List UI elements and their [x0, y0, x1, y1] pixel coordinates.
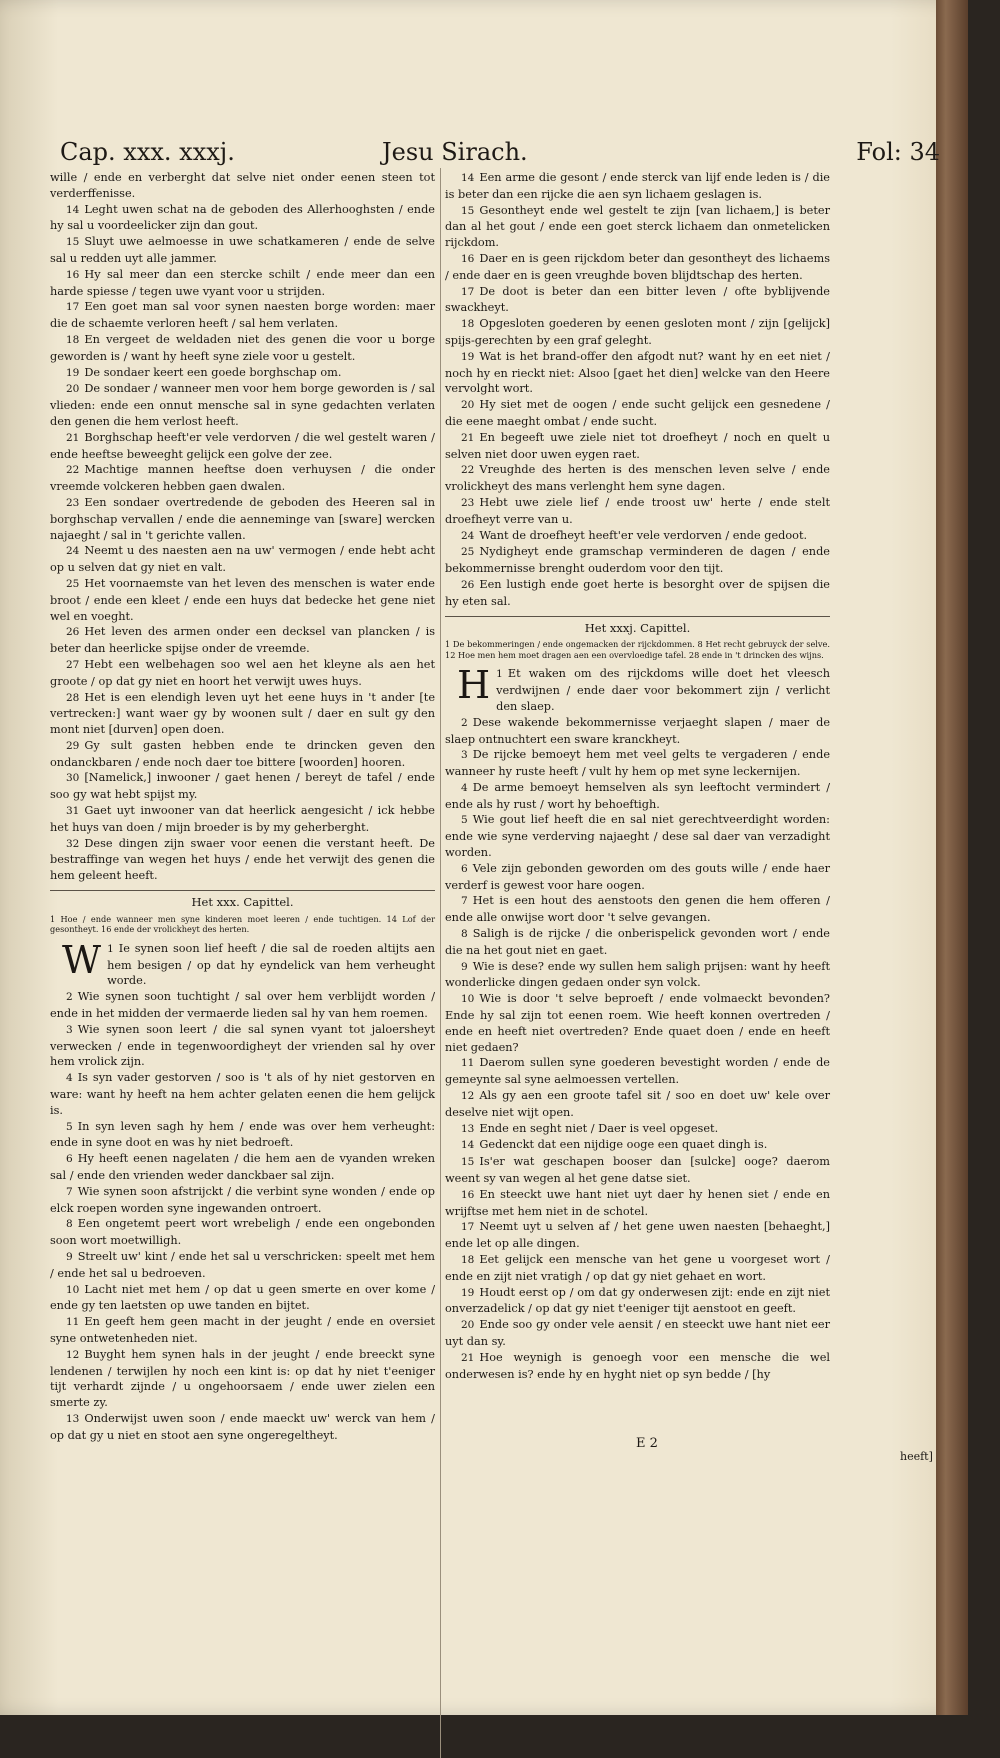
verse	[445, 397, 830, 430]
verse-text: Hebt uwe ziele lief / ende troost uw' herte / ende stelt droefheyt verre van u.	[445, 495, 830, 526]
verse-text: Is'er wat geschapen booser dan [sulcke] ooge? daerom weent sy van wegen al het gene datse siet.	[445, 1155, 830, 1186]
left-column	[50, 170, 435, 1444]
verse	[445, 1285, 830, 1318]
verse	[50, 1282, 435, 1315]
verse-number: 21	[66, 431, 80, 444]
verse	[445, 1317, 830, 1350]
verse-number: 19	[461, 350, 475, 363]
verse-number: 1	[107, 942, 114, 955]
verse-number: 11	[66, 1316, 80, 1329]
verse	[445, 495, 830, 528]
verse-text: Streelt uw' kint / ende het sal u verschricken: speelt met hem / ende het sal u bedroeven.	[50, 1250, 435, 1280]
verse-number: 13	[461, 1122, 475, 1135]
verse-text: Leght uwen schat na de geboden des Allerhooghsten / ende hy sal u voordeelicker zijn dan gout.	[50, 202, 435, 233]
verse	[50, 495, 435, 543]
verse-text: Wie synen soon afstrijckt / die verbint syne wonden / ende op elck roepen worden syne ingewanden ontroert.	[50, 1184, 435, 1215]
verse-number: 19	[461, 1286, 475, 1299]
running-header	[60, 138, 940, 170]
verse-text: Daer en is geen rijckdom beter dan gesontheyt des lichaems / ende daer en is geen vreughde boven blijdtschap des herten.	[445, 251, 830, 282]
verse	[445, 349, 830, 397]
verse	[50, 430, 435, 463]
verse-number: 30	[66, 772, 80, 785]
verse-number: 13	[66, 1412, 80, 1425]
verse-number: 19	[66, 366, 80, 379]
verse-text: Onderwijst uwen soon / ende maeckt uw' werck van hem / op dat gy u niet en stoot aen syne ongeregeltheyt.	[50, 1411, 435, 1442]
verse-number: 15	[66, 236, 80, 249]
verse-text: Is syn vader gestorven / soo is 't als of hy niet gestorven en ware: want hy heeft na hem achter gelaten eenen die hem gelijck is.	[50, 1071, 435, 1117]
chapter-summary: 1 Hoe / ende wanneer men syne kinderen moet leeren / ende tuchtigen. 14 Lof der gesontheyt. 16 ende der vrolickheyt des herten.	[50, 913, 435, 935]
verse-number: 4	[66, 1072, 73, 1085]
verse-number: 4	[461, 781, 468, 794]
verse-text: Wat is het brand-offer den afgodt nut? want hy en eet niet / noch hy en rieckt niet: Alsoo [gaet het dien] welcke van den Heere vervolght wort.	[445, 349, 830, 396]
verse	[445, 544, 830, 577]
verse	[445, 1121, 830, 1138]
verse-number: 12	[461, 1090, 475, 1103]
verse-number: 10	[66, 1283, 80, 1296]
verse	[50, 1249, 435, 1282]
verse-text: Houdt eerst op / om dat gy onderwesen zijt: ende en zijt niet onverzadelick / op dat gy niet t'eeniger tijt aenstoot en geeft.	[445, 1285, 830, 1316]
verse-number: 6	[66, 1153, 73, 1166]
verse-text: De arme bemoeyt hemselven als syn leeftocht vermindert / ende als hy rust / wort hy behoeftigh.	[445, 780, 830, 811]
verse-text: Hy sal meer dan een stercke schilt / ende meer dan een harde spiesse / tegen uwe vyant voor u strijden.	[50, 267, 435, 298]
verse-text: Borghschap heeft'er vele verdorven / die wel gestelt waren / ende heeftse beweeght gelijck een golve der zee.	[50, 430, 435, 461]
chapter-rule	[50, 890, 435, 891]
verse-number: 3	[66, 1023, 73, 1036]
verse-text: Wie synen soon leert / die sal synen vyant tot jaloersheyt verwecken / ende in tegenwoordigheyt der vrienden sal hy over hem vrolick zijn.	[50, 1022, 435, 1069]
verse-text: Het leven des armen onder een decksel van plancken / is beter dan heerlicke spijse onder de vreemde.	[50, 625, 435, 656]
verse	[50, 202, 435, 235]
verse	[50, 989, 435, 1022]
folio-number: Fol: 34	[856, 138, 940, 166]
verse-number: 20	[66, 383, 80, 396]
verse-text: De sondaer / wanneer men voor hem borge geworden is / sal vlieden: ende een onnut mensche sal in syne gedachten verlaten den genen die hem verlost heeft.	[50, 382, 435, 428]
verse	[445, 1088, 830, 1121]
verse-text: Neemt u des naesten aen na uw' vermogen / ende hebt acht op u selven dat gy niet en valt.	[50, 544, 435, 575]
verse	[445, 1350, 830, 1383]
verse-text: Gesontheyt ende wel gestelt te zijn [van lichaem,] is beter dan al het gout / ende een goet sterck lichaem dan onmetelicken rijckdom.	[445, 203, 830, 250]
verse	[50, 1216, 435, 1249]
verse	[445, 780, 830, 813]
verse-text: De rijcke bemoeyt hem met veel gelts te vergaderen / ende wanneer hy ruste heeft / vult hy hem op met syne leckernijen.	[445, 748, 830, 779]
chapter-reference: Cap. xxx. xxxj.	[60, 138, 235, 166]
verse-text: Gedenckt dat een nijdige ooge een quaet dingh is.	[479, 1138, 768, 1152]
verse-number: 15	[461, 204, 475, 217]
verse	[445, 528, 830, 545]
verse-number: 14	[66, 203, 80, 216]
verse	[50, 1151, 435, 1184]
verse-text: Machtige mannen heeftse doen verhuysen / die onder vreemde volckeren hebben gaen dwalen.	[50, 463, 435, 494]
verse-1	[50, 937, 435, 989]
verse	[50, 1119, 435, 1152]
verse	[50, 1184, 435, 1217]
verse-number: 21	[461, 1351, 475, 1364]
verse-number: 29	[66, 739, 80, 752]
verse	[445, 926, 830, 959]
verse	[50, 836, 435, 884]
verse	[50, 234, 435, 267]
verse-text: Een goet man sal voor synen naesten borge worden: maer die de schaemte verloren heeft / sal hem verlaten.	[50, 300, 435, 331]
verse	[50, 657, 435, 690]
drop-cap: W	[62, 937, 102, 982]
verse-number: 28	[66, 691, 80, 704]
verse-number: 17	[461, 1221, 475, 1234]
verse-number: 18	[461, 1254, 475, 1266]
verse	[445, 1154, 830, 1187]
verse-number: 24	[461, 529, 475, 542]
verse-number: 16	[461, 252, 475, 265]
verse-list-a	[50, 202, 435, 884]
verse-number: 16	[461, 1188, 475, 1201]
verse-number: 25	[66, 577, 80, 590]
verse-text: En geeft hem geen macht in der jeught / ende en oversiet syne ontwetenheden niet.	[50, 1315, 435, 1345]
verse-text: Een lustigh ende goet herte is besorght over de spijsen die hy eten sal.	[445, 577, 830, 608]
verse-number: 12	[66, 1348, 80, 1361]
verse-number: 3	[461, 749, 468, 762]
book-title: Jesu Sirach.	[382, 138, 528, 166]
verse	[50, 738, 435, 771]
verse-text: Het voornaemste van het leven des menschen is water ende broot / ende een kleet / ende een huys dat bedecke het gene niet wel en voeght.	[50, 576, 435, 623]
verse	[50, 381, 435, 429]
verse-list-a	[445, 170, 830, 610]
verse-text: Lacht niet met hem / op dat u geen smerte en over kome / ende gy ten laetsten op uwe tanden en bijtet.	[50, 1282, 435, 1313]
verse-text: Een arme die gesont / ende sterck van lijf ende leden is / die is beter dan een rijcke die aen syn lichaem geslagen is.	[445, 171, 830, 201]
verse-number: 14	[461, 1139, 475, 1152]
verse-1	[445, 663, 830, 714]
verse-text: Want de droefheyt heeft'er vele verdorven / ende gedoot.	[479, 528, 808, 542]
verse-number: 27	[66, 658, 80, 671]
column-divider	[440, 168, 441, 1758]
verse	[445, 1187, 830, 1220]
verse-list-b	[445, 715, 830, 1383]
verse-text: Wie gout lief heeft die en sal niet gerechtveerdight worden: ende wie syne verderving najaeght / dese sal daer van verzadight worden.	[445, 813, 830, 860]
verse-number: 24	[66, 545, 80, 558]
verse	[445, 203, 830, 251]
verse	[50, 332, 435, 365]
verse-text: Hy siet met de oogen / ende sucht gelijck een gesnedene / die eene maeght ombat / ende sucht.	[445, 398, 830, 428]
verse	[445, 316, 830, 349]
chapter-heading: Het xxx. Capittel.	[191, 895, 294, 910]
verse	[445, 991, 830, 1055]
verse	[445, 1055, 830, 1088]
verse-text: Et waken om des rijckdoms wille doet het vleesch verdwijnen / ende daer voor bekommert zijn / verlicht den slaep.	[496, 667, 830, 713]
verse	[445, 861, 830, 894]
verse-text: Het is een elendigh leven uyt het eene huys in 't ander [te vertrecken:] want waer gy by woonen sult / daer en sult gy den mont niet [durven] open doen.	[50, 690, 435, 737]
verse	[445, 959, 830, 992]
verse	[50, 267, 435, 300]
verse-number: 18	[461, 318, 475, 331]
verse-text: Daerom sullen syne goederen bevestight worden / ende de gemeynte sal syne aelmoessen vertellen.	[445, 1056, 830, 1087]
verse-number: 17	[66, 301, 80, 314]
chapter-heading: Het xxxj. Capittel.	[584, 620, 691, 635]
verse-number: 16	[66, 268, 80, 281]
verse-text: Hebt een welbehagen soo wel aen het kleyne als aen het groote / op dat gy niet en hoort het verwijt uwes huys.	[50, 657, 435, 688]
verse-number: 2	[461, 716, 468, 729]
verse	[50, 624, 435, 657]
verse	[50, 690, 435, 738]
verse-number: 9	[66, 1251, 73, 1263]
verse	[445, 1137, 830, 1154]
verse-number: 20	[461, 1319, 475, 1332]
verse-text: Een ongetemt peert wort wrebeligh / ende een ongebonden soon wort moetwilligh.	[50, 1217, 435, 1248]
verse-number: 17	[461, 285, 475, 298]
verse-number: 7	[66, 1185, 73, 1198]
verse-number: 8	[461, 928, 468, 941]
verse-text: Dese dingen zijn swaer voor eenen die verstant heeft. De bestraffinge van wegen het huys / ende het verwijt des genen die hem geleent heeft.	[50, 836, 435, 883]
verse	[445, 251, 830, 284]
verse-list-b	[50, 989, 435, 1443]
verse-text: In syn leven sagh hy hem / ende was over hem verheught: ende in syne doot en was hy niet bedroeft.	[50, 1119, 435, 1150]
verse-text: Gy sult gasten hebben ende te drincken geven den ondanckbaren / ende noch daer toe bittere [woorden] hooren.	[50, 738, 435, 769]
verse	[445, 462, 830, 495]
verse-text: Ie synen soon lief heeft / die sal de roeden altijts aen hem besigen / op dat hy eyndelick van hem verheught worde.	[107, 941, 435, 988]
verse-text: Neemt uyt u selven af / het gene uwen naesten [behaeght,] ende let op alle dingen.	[445, 1220, 830, 1251]
verse	[445, 1219, 830, 1252]
verse-number: 26	[461, 578, 475, 591]
verse-number: 20	[461, 399, 475, 412]
verse	[50, 462, 435, 495]
verse-number: 23	[66, 496, 80, 509]
verse-number: 1	[496, 668, 503, 681]
verse-text: [Namelick,] inwooner / gaet henen / bereyt de tafel / ende soo gy wat hebt spijst my.	[50, 771, 435, 802]
verse	[445, 893, 830, 926]
verse	[50, 299, 435, 332]
verse-number: 18	[66, 333, 80, 346]
verse-text: Hy heeft eenen nagelaten / die hem aen de vyanden wreken sal / ende den vrienden weder danckbaer sal zijn.	[50, 1152, 435, 1183]
verse-number: 23	[461, 496, 475, 509]
verse-text: De doot is beter dan een bitter leven / ofte byblijvende swackheyt.	[445, 284, 830, 315]
verse	[445, 747, 830, 780]
verse	[50, 770, 435, 803]
verse	[50, 1022, 435, 1070]
verse-continuation: wille / ende en verberght dat selve niet onder eenen steen tot verderffenisse.	[50, 171, 435, 200]
verse-number: 8	[66, 1218, 73, 1231]
verse-text: Een sondaer overtredende de geboden des Heeren sal in borghschap vervallen / ende die aenneminge van [sware] wercken najaeght / sal in 't gerichte vallen.	[50, 495, 435, 542]
verse-number: 21	[461, 431, 475, 444]
verse	[445, 430, 830, 463]
verse-text: En begeeft uwe ziele niet tot droefheyt / noch en quelt u selven niet door uwen eygen raet.	[445, 430, 830, 461]
verse-text: Als gy aen een groote tafel sit / soo en doet uw' kele over deselve niet wijt open.	[445, 1089, 830, 1119]
verse-text: Ende en seght niet / Daer is veel opgeset.	[479, 1121, 719, 1135]
verse-number: 9	[461, 960, 468, 973]
verse-text: Ende soo gy onder vele aensit / en steeckt uwe hant niet eer uyt dan sy.	[445, 1318, 830, 1348]
verse-text: Wie is door 't selve beproeft / ende volmaeckt bevonden? Ende hy sal zijn tot eenen roem. Wie heeft konnen overtreden / ende en heeft niet overtreden? Ende quaet doen / ende en heeft niet gedaen?	[445, 992, 830, 1054]
verse	[50, 1411, 435, 1444]
verse-text: Sluyt uwe aelmoesse in uwe schatkameren / ende de selve sal u redden uyt alle jammer.	[50, 235, 435, 265]
verse-text: Saligh is de rijcke / die onberispelick gevonden wort / ende die na het gout niet en gaet.	[445, 927, 830, 957]
page-edge	[936, 0, 968, 1715]
verse-text: Gaet uyt inwooner van dat heerlick aengesicht / ick hebbe het huys van doen / mijn broeder is by my geherberght.	[50, 804, 435, 834]
verse	[50, 803, 435, 836]
verse-number: 14	[461, 172, 475, 184]
chapter-summary: 1 De bekommeringen / ende ongemacken der rijckdommen. 8 Het recht gebruyck der selve. 12 Hoe men hem moet dragen aen een overvloedige tafel. 28 ende in 't drincken des wijns.	[445, 639, 830, 660]
verse-text: Opgesloten goederen by eenen gesloten mont / zijn [gelijck] spijs-gerechten by een graf geleght.	[445, 317, 830, 347]
verse	[50, 1314, 435, 1347]
verse-text: Buyght hem synen hals in der jeught / ende breeckt syne lendenen / terwijlen hy noch een kint is: op dat hy niet t'eeniger tijt verhardt zijnde / u ongehoorsaem / ende uwer zielen een smerte zy.	[50, 1347, 435, 1410]
verse-number: 26	[66, 626, 80, 639]
verse-number: 32	[66, 837, 80, 850]
verse	[50, 543, 435, 576]
verse-number: 2	[66, 991, 73, 1004]
verse-text: Vreughde des herten is des menschen leven selve / ende vrolickheyt des mans verlenght hem syne dagen.	[445, 463, 830, 494]
catchword: heeft]	[900, 1450, 933, 1463]
verse-text: En steeckt uwe hant niet uyt daer hy henen siet / ende en wrijftse met hem niet in de schotel.	[445, 1187, 830, 1218]
signature-mark: E 2	[636, 1436, 658, 1451]
verse-text: En vergeet de weldaden niet des genen die voor u borge geworden is / want hy heeft syne ziele voor u gestelt.	[50, 332, 435, 363]
drop-cap: H	[457, 663, 491, 708]
verse-text: Vele zijn gebonden geworden om des gouts wille / ende haer verderf is gewest voor hare oogen.	[445, 861, 830, 892]
verse	[50, 576, 435, 624]
verse-text: Dese wakende bekommernisse verjaeght slapen / maer de slaep ontnuchtert een sware kranckheyt.	[445, 715, 830, 746]
verse	[50, 1070, 435, 1118]
verse	[445, 1252, 830, 1285]
verse-text: Wie is dese? ende wy sullen hem saligh prijsen: want hy heeft wonderlicke dingen gedaen onder syn volck.	[445, 959, 830, 990]
verse-number: 5	[66, 1120, 73, 1133]
verse-text: Wie synen soon tuchtight / sal over hem verblijdt worden / ende in het midden der vermaerde lieden sal hy van hem roemen.	[50, 990, 435, 1021]
verse-text: Het is een hout des aenstoots den genen die hem offeren / ende alle onwijse wort door 't selve gevangen.	[445, 894, 830, 925]
verse-text: Hoe weynigh is genoegh voor een mensche die wel onderwesen is? ende hy en hyght niet op syn bedde / [hy	[445, 1350, 830, 1381]
verse-number: 31	[66, 805, 80, 818]
verse-text: Nydigheyt ende gramschap verminderen de dagen / ende bekommernisse brenght ouderdom voor den tijt.	[445, 545, 830, 576]
verse-number: 7	[461, 895, 468, 908]
verse-number: 15	[461, 1156, 475, 1169]
verse-number: 11	[461, 1057, 475, 1070]
verse-text: De sondaer keert een goede borghschap om.	[84, 365, 342, 379]
verse	[445, 715, 830, 748]
verse-number: 25	[461, 546, 475, 559]
verse-number: 5	[461, 814, 468, 827]
verse-number: 22	[461, 464, 475, 477]
chapter-rule	[445, 616, 830, 617]
verse	[445, 284, 830, 317]
verse	[445, 812, 830, 860]
verse	[50, 365, 435, 382]
verse-number: 22	[66, 464, 80, 477]
verse	[445, 577, 830, 610]
verse-number: 6	[461, 862, 468, 875]
verse	[50, 1347, 435, 1411]
verse-number: 10	[461, 993, 475, 1006]
verse-text: Eet gelijck een mensche van het gene u voorgeset wort / ende en zijt niet vratigh / op dat gy niet gehaet en wort.	[445, 1253, 830, 1283]
verse	[445, 170, 830, 203]
right-column	[445, 170, 830, 1382]
